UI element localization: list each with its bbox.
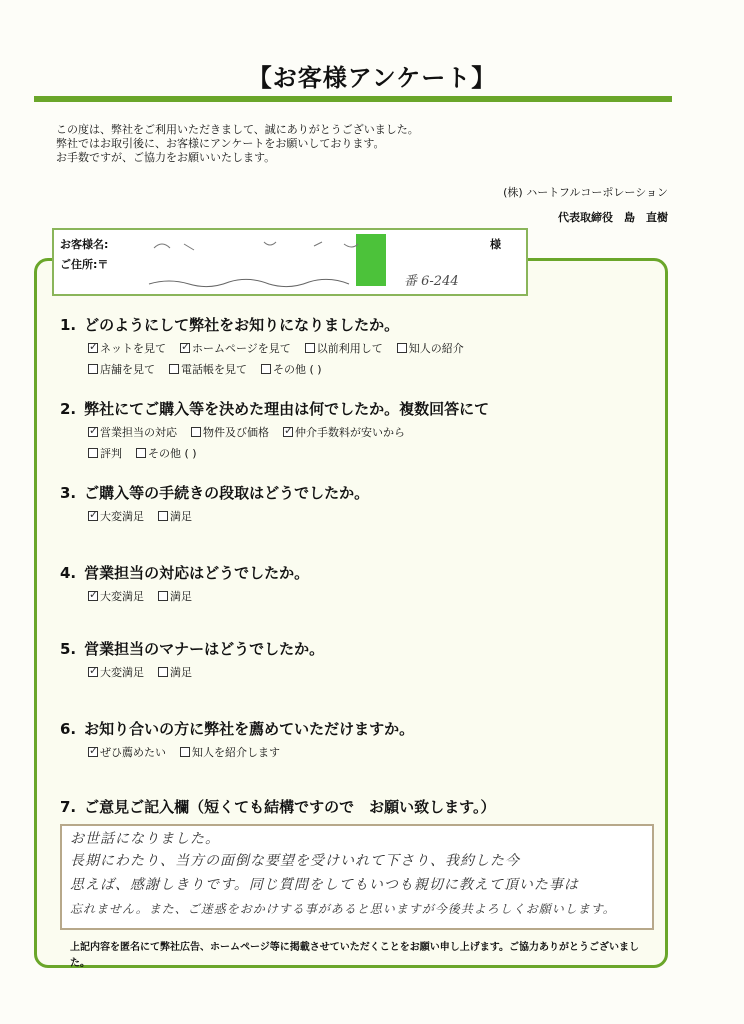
question-number: 7. — [60, 798, 77, 816]
option[interactable] — [88, 664, 144, 680]
option[interactable] — [88, 340, 166, 356]
option[interactable] — [261, 361, 322, 377]
question-4 — [60, 562, 309, 583]
title-underline — [34, 96, 672, 102]
intro-line: 弊社ではお取引後に、お客様にアンケートをお願いしております。 — [56, 137, 385, 150]
option-row — [88, 361, 336, 377]
checkbox[interactable] — [191, 427, 201, 437]
option[interactable] — [88, 424, 177, 440]
checked-checkbox[interactable] — [88, 511, 98, 521]
footer-note: 上記内容を匿名にて弊社広告、ホームページ等に掲載させていただくことをお願い申し上げます。ご協力ありがとうございました。 — [70, 942, 639, 969]
question-text: 弊社にてご購入等を決めた理由は何でしたか。複数回答にて — [84, 400, 490, 418]
option-row — [88, 424, 419, 440]
question-number: 2. — [60, 400, 77, 418]
checkbox[interactable] — [158, 667, 168, 677]
option[interactable] — [88, 744, 166, 760]
option-label: 大変満足 — [100, 590, 144, 603]
option-row — [88, 744, 294, 760]
customer-address-label: ご住所:〒 — [60, 258, 109, 271]
question-number: 4. — [60, 564, 77, 582]
option[interactable] — [158, 664, 192, 680]
checkbox[interactable] — [88, 364, 98, 374]
option[interactable] — [180, 340, 291, 356]
option-label: 仲介手数料が安いから — [295, 426, 405, 439]
company-rep: 代表取締役 島 直樹 — [558, 211, 668, 224]
checkbox[interactable] — [136, 448, 146, 458]
question-7 — [60, 796, 495, 817]
checkbox[interactable] — [180, 747, 190, 757]
question-text: お知り合いの方に弊社を薦めていただけますか。 — [84, 720, 415, 738]
option-label: ネットを見て — [100, 342, 166, 355]
question-1 — [60, 314, 399, 335]
customer-name-label: お客様名: — [60, 238, 109, 251]
company-info — [503, 180, 668, 230]
checked-checkbox[interactable] — [88, 591, 98, 601]
customer-honorific: 様 — [490, 238, 501, 251]
option-label: 店舗を見て — [100, 363, 155, 376]
option[interactable] — [158, 508, 192, 524]
option-label: その他 ( ) — [273, 363, 322, 376]
option-label: ぜひ薦めたい — [100, 746, 166, 759]
question-5 — [60, 638, 324, 659]
question-6 — [60, 718, 414, 739]
question-text: どのようにして弊社をお知りになりましたか。 — [84, 316, 400, 334]
option[interactable] — [397, 340, 464, 356]
question-number: 6. — [60, 720, 77, 738]
checkbox[interactable] — [305, 343, 315, 353]
question-text: ご意見ご記入欄（短くても結構ですので お願い致します。） — [84, 798, 496, 816]
option[interactable] — [158, 588, 192, 604]
option-label: 大変満足 — [100, 510, 144, 523]
option-label: 満足 — [170, 590, 192, 603]
option[interactable] — [305, 340, 383, 356]
option-label: 営業担当の対応 — [100, 426, 177, 439]
customer-box — [52, 228, 528, 296]
option[interactable] — [88, 445, 122, 461]
intro-line: お手数ですが、ご協力をお願いいたします。 — [56, 151, 276, 164]
question-number: 3. — [60, 484, 77, 502]
intro-text — [56, 123, 419, 165]
comment-line: 長期にわたり、当方の面倒な要望を受けいれて下さり、我約した今 — [70, 853, 520, 869]
checked-checkbox[interactable] — [88, 747, 98, 757]
option[interactable] — [88, 588, 144, 604]
question-text: 営業担当の対応はどうでしたか。 — [84, 564, 310, 582]
question-3 — [60, 482, 369, 503]
question-number: 1. — [60, 316, 77, 334]
checkbox[interactable] — [261, 364, 271, 374]
checkbox[interactable] — [158, 511, 168, 521]
comment-line: お世話になりました。 — [70, 831, 220, 847]
option-label: 知人を紹介します — [192, 746, 280, 759]
intro-line: この度は、弊社をご利用いただきまして、誠にありがとうございました。 — [56, 123, 419, 136]
customer-address-value: 番 6-244 — [404, 274, 459, 289]
question-text: 営業担当のマナーはどうでしたか。 — [84, 640, 325, 658]
comment-line: 忘れません。また、ご迷惑をおかけする事があると思いますが今後共よろしくお願いします。 — [70, 902, 616, 916]
option[interactable] — [283, 424, 405, 440]
option-label: ホームページを見て — [192, 342, 291, 355]
option[interactable] — [191, 424, 269, 440]
option-label: その他 ( ) — [148, 447, 197, 460]
checkbox[interactable] — [88, 448, 98, 458]
option-row — [88, 445, 211, 461]
comment-box — [60, 824, 654, 930]
option[interactable] — [88, 508, 144, 524]
option-label: 満足 — [170, 666, 192, 679]
checked-checkbox[interactable] — [88, 343, 98, 353]
checkbox[interactable] — [169, 364, 179, 374]
option-row — [88, 588, 206, 604]
checked-checkbox[interactable] — [283, 427, 293, 437]
option[interactable] — [88, 361, 155, 377]
checkbox[interactable] — [158, 591, 168, 601]
option[interactable] — [136, 445, 197, 461]
option-label: 知人の紹介 — [408, 342, 464, 355]
option-label: 大変満足 — [100, 666, 144, 679]
option-label: 電話帳を見て — [181, 363, 247, 376]
company-name: (株) ハートフルコーポレーション — [503, 186, 668, 199]
option-label: 評判 — [100, 447, 122, 460]
comment-line: 思えば、感謝しきりです。同じ質問をしてもいつも親切に教えて頂いた事は — [70, 877, 579, 893]
question-number: 5. — [60, 640, 77, 658]
option-row — [88, 508, 206, 524]
option-label: 満足 — [170, 510, 192, 523]
page-title: 【お客様アンケート】 — [247, 64, 497, 92]
checked-checkbox[interactable] — [88, 667, 98, 677]
option[interactable] — [169, 361, 247, 377]
checked-checkbox[interactable] — [180, 343, 190, 353]
checkbox[interactable] — [397, 343, 407, 353]
option[interactable] — [180, 744, 280, 760]
option-label: 以前利用して — [316, 342, 383, 355]
option-row — [88, 340, 478, 356]
question-2 — [60, 398, 489, 419]
option-label: 物件及び価格 — [203, 426, 269, 439]
checked-checkbox[interactable] — [88, 427, 98, 437]
option-row — [88, 664, 206, 680]
question-text: ご購入等の手続きの段取はどうでしたか。 — [84, 484, 370, 502]
